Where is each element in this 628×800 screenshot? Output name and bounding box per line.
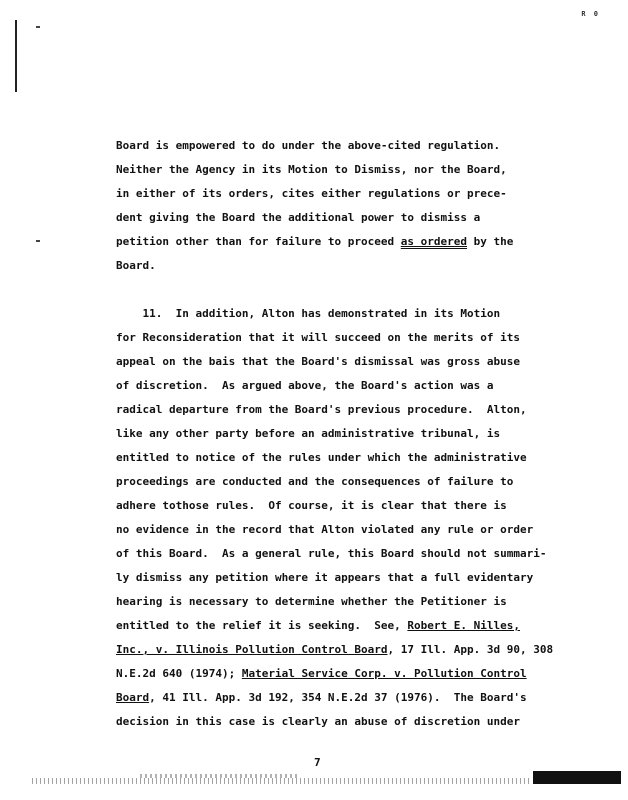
text-line bbox=[116, 427, 500, 441]
text-segment: petition other than for failure to proceed bbox=[116, 235, 401, 248]
text-line bbox=[116, 715, 520, 729]
text-line bbox=[116, 355, 520, 369]
text-line bbox=[116, 571, 533, 585]
text-line bbox=[116, 235, 513, 249]
text-line bbox=[116, 187, 507, 201]
text-segment: of discretion. As argued above, the Board's action was a bbox=[116, 379, 494, 392]
text-line bbox=[116, 379, 494, 393]
text-segment: Neither the Agency in its Motion to Dismiss, nor the Board, bbox=[116, 163, 507, 176]
corner-mark: R 0 bbox=[581, 10, 600, 18]
text-segment: , 17 Ill. App. 3d 90, 308 bbox=[387, 643, 554, 656]
text-line bbox=[116, 547, 546, 561]
text-line bbox=[116, 139, 500, 153]
text-segment: entitled to the relief it is seeking. See, bbox=[116, 619, 408, 632]
text-segment: N.E.2d 640 (1974); bbox=[116, 667, 242, 680]
underlined-text: Material Service Corp. v. Pollution Control bbox=[241, 667, 527, 680]
text-segment: dent giving the Board the additional power to dismiss a bbox=[116, 211, 481, 224]
text-segment: like any other party before an administrative tribunal, is bbox=[116, 427, 501, 440]
text-segment: by the bbox=[467, 235, 514, 248]
text-line bbox=[116, 595, 507, 609]
scan-bottom-noise bbox=[140, 774, 300, 778]
text-segment: radical departure from the Board's previous procedure. Alton, bbox=[116, 403, 527, 416]
text-line bbox=[116, 211, 480, 225]
scan-margin-tick bbox=[36, 240, 40, 242]
text-segment: Board. bbox=[116, 259, 156, 272]
text-segment: 11. In addition, Alton has demonstrated in its Motion bbox=[116, 307, 501, 320]
text-line bbox=[116, 619, 520, 633]
text-line bbox=[116, 259, 156, 273]
scan-bottom-noise bbox=[32, 778, 532, 784]
text-line bbox=[116, 667, 527, 681]
text-segment: for Reconsideration that it will succeed on the merits of its bbox=[116, 331, 520, 344]
text-line bbox=[116, 691, 527, 705]
text-line bbox=[116, 523, 533, 537]
underlined-text: Robert E. Nilles, bbox=[407, 619, 520, 632]
scan-margin-tick bbox=[36, 26, 40, 28]
underlined-text: Board bbox=[116, 691, 150, 704]
text-segment: proceedings are conducted and the consequences of failure to bbox=[116, 475, 514, 488]
text-segment: Board is empowered to do under the above-cited regulation. bbox=[116, 139, 501, 152]
text-line bbox=[116, 451, 527, 465]
text-segment: , 41 Ill. App. 3d 192, 354 N.E.2d 37 (1976). The Board's bbox=[149, 691, 527, 704]
text-segment: entitled to notice of the rules under which the administrative bbox=[116, 451, 527, 464]
text-segment: in either of its orders, cites either regulations or prece- bbox=[116, 187, 507, 200]
text-line bbox=[116, 331, 520, 345]
text-segment: appeal on the bais that the Board's dismissal was gross abuse bbox=[116, 355, 520, 368]
text-line bbox=[116, 163, 507, 177]
text-line bbox=[116, 499, 507, 513]
text-segment: hearing is necessary to determine whether the Petitioner is bbox=[116, 595, 507, 608]
text-segment: ly dismiss any petition where it appears that a full evidentary bbox=[116, 571, 534, 584]
text-segment: no evidence in the record that Alton violated any rule or order bbox=[116, 523, 534, 536]
text-line bbox=[116, 643, 553, 657]
text-segment: adhere tothose rules. Of course, it is clear that there is bbox=[116, 499, 507, 512]
scan-margin-line bbox=[15, 20, 17, 92]
text-line bbox=[116, 403, 527, 417]
scan-bottom-block bbox=[533, 771, 621, 784]
page-number: 7 bbox=[314, 756, 321, 769]
underlined-text: Inc., v. Illinois Pollution Control Board bbox=[116, 643, 388, 656]
text-segment: of this Board. As a general rule, this Board should not summari- bbox=[116, 547, 547, 560]
text-line bbox=[116, 307, 500, 321]
text-segment: decision in this case is clearly an abuse of discretion under bbox=[116, 715, 520, 728]
underlined-text: as ordered bbox=[400, 235, 468, 248]
text-line bbox=[116, 475, 513, 489]
